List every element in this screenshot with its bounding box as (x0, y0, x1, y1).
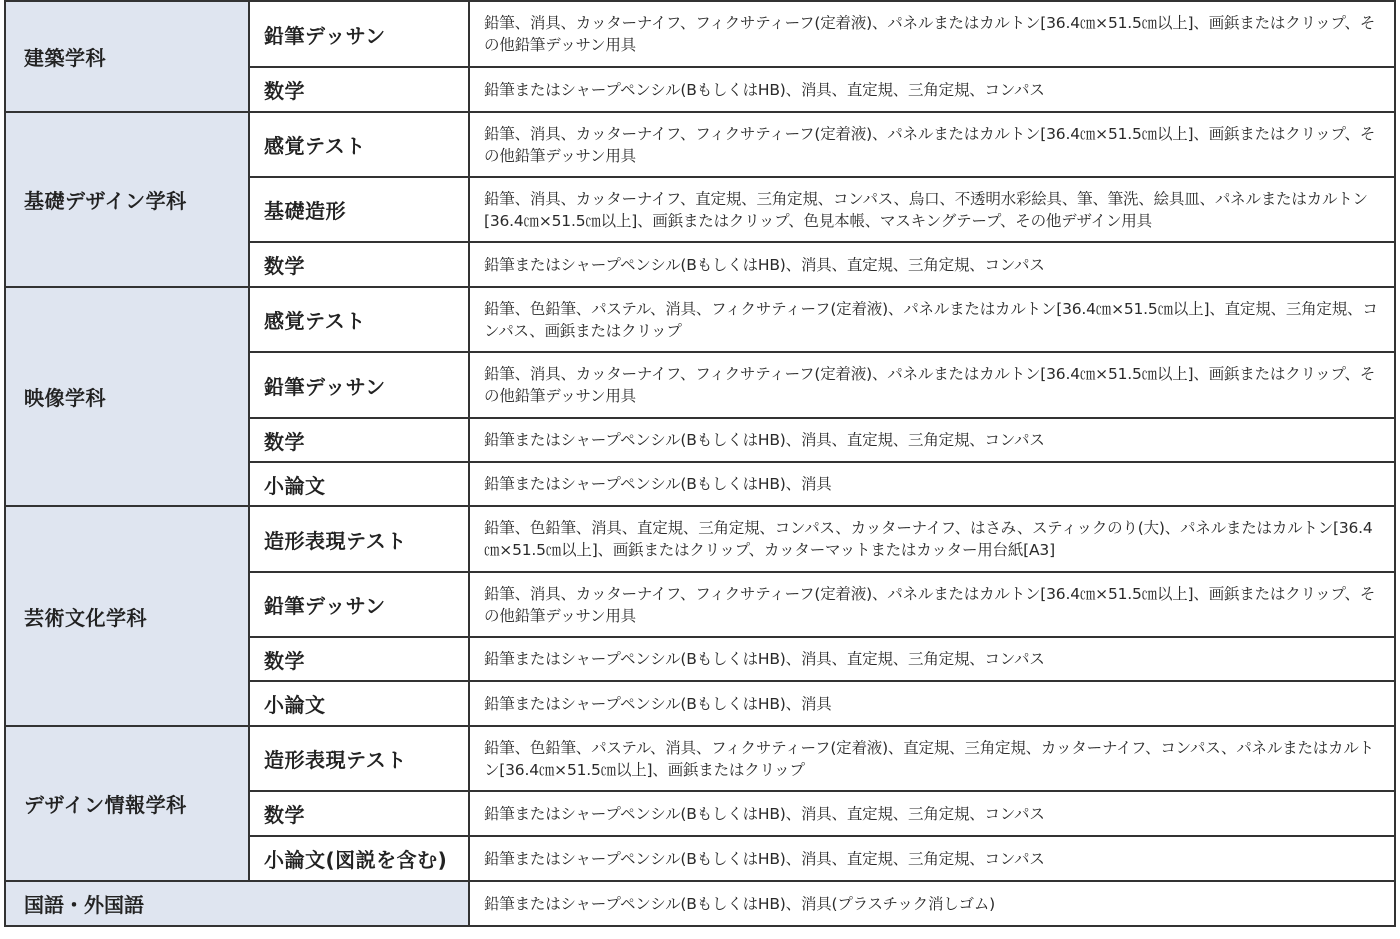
table-row (5, 112, 1395, 177)
subject-name: 数学 (249, 418, 469, 462)
required-items: 鉛筆またはシャープペンシル(BもしくはHB)、消具、直定規、三角定規、コンパス (469, 836, 1395, 881)
subject-name: 数学 (249, 791, 469, 836)
required-items: 鉛筆またはシャープペンシル(BもしくはHB)、消具、直定規、三角定規、コンパス (469, 637, 1395, 681)
required-items: 鉛筆、消具、カッターナイフ、直定規、三角定規、コンパス、烏口、不透明水彩絵具、筆、筆洗、絵具皿、パネルまたはカルトン[36.4㎝×51.5㎝以上]、画鋲またはクリップ、色見本帳、マスキングテープ、その他デザイン用具 (469, 177, 1395, 242)
subject-name: 基礎造形 (249, 177, 469, 242)
subject-name: 小論文 (249, 681, 469, 726)
required-items: 鉛筆、色鉛筆、消具、直定規、三角定規、コンパス、カッターナイフ、はさみ、スティックのり(大)、パネルまたはカルトン[36.4㎝×51.5㎝以上]、画鋲またはクリップ、カッターマットまたはカッター用台紙[A3] (469, 506, 1395, 572)
required-items: 鉛筆、色鉛筆、パステル、消具、フィクサティーフ(定着液)、パネルまたはカルトン[36.4㎝×51.5㎝以上]、直定規、三角定規、コンパス、画鋲またはクリップ (469, 287, 1395, 352)
required-items: 鉛筆、色鉛筆、パステル、消具、フィクサティーフ(定着液)、直定規、三角定規、カッターナイフ、コンパス、パネルまたはカルトン[36.4㎝×51.5㎝以上]、画鋲またはクリップ (469, 726, 1395, 791)
supplies-table (4, 0, 1396, 927)
subject-name: 数学 (249, 67, 469, 112)
subject-name: 小論文(図説を含む) (249, 836, 469, 881)
table-row (5, 506, 1395, 572)
required-items: 鉛筆またはシャープペンシル(BもしくはHB)、消具、直定規、三角定規、コンパス (469, 67, 1395, 112)
subject-name: 数学 (249, 637, 469, 681)
subject-name: 感覚テスト (249, 287, 469, 352)
table-row (5, 1, 1395, 67)
required-items: 鉛筆またはシャープペンシル(BもしくはHB)、消具 (469, 681, 1395, 726)
subject-name: 鉛筆デッサン (249, 352, 469, 418)
required-items: 鉛筆、消具、カッターナイフ、フィクサティーフ(定着液)、パネルまたはカルトン[36.4㎝×51.5㎝以上]、画鋲またはクリップ、その他鉛筆デッサン用具 (469, 112, 1395, 177)
table-row (5, 287, 1395, 352)
required-items: 鉛筆、消具、カッターナイフ、フィクサティーフ(定着液)、パネルまたはカルトン[36.4㎝×51.5㎝以上]、画鋲またはクリップ、その他鉛筆デッサン用具 (469, 572, 1395, 637)
footer-label: 国語・外国語 (5, 881, 469, 926)
department-name: デザイン情報学科 (5, 726, 249, 881)
required-items: 鉛筆、消具、カッターナイフ、フィクサティーフ(定着液)、パネルまたはカルトン[36.4㎝×51.5㎝以上]、画鋲またはクリップ、その他鉛筆デッサン用具 (469, 1, 1395, 67)
department-name: 基礎デザイン学科 (5, 112, 249, 287)
table-row (5, 881, 1395, 926)
required-items: 鉛筆またはシャープペンシル(BもしくはHB)、消具 (469, 462, 1395, 506)
required-items: 鉛筆またはシャープペンシル(BもしくはHB)、消具、直定規、三角定規、コンパス (469, 418, 1395, 462)
required-items: 鉛筆またはシャープペンシル(BもしくはHB)、消具、直定規、三角定規、コンパス (469, 242, 1395, 287)
subject-name: 感覚テスト (249, 112, 469, 177)
department-name: 芸術文化学科 (5, 506, 249, 726)
required-items: 鉛筆、消具、カッターナイフ、フィクサティーフ(定着液)、パネルまたはカルトン[36.4㎝×51.5㎝以上]、画鋲またはクリップ、その他鉛筆デッサン用具 (469, 352, 1395, 418)
subject-name: 鉛筆デッサン (249, 572, 469, 637)
subject-name: 造形表現テスト (249, 506, 469, 572)
subject-name: 小論文 (249, 462, 469, 506)
required-items: 鉛筆またはシャープペンシル(BもしくはHB)、消具、直定規、三角定規、コンパス (469, 791, 1395, 836)
required-items: 鉛筆またはシャープペンシル(BもしくはHB)、消具(プラスチック消しゴム) (469, 881, 1395, 926)
subject-name: 鉛筆デッサン (249, 1, 469, 67)
subject-name: 数学 (249, 242, 469, 287)
department-name: 建築学科 (5, 1, 249, 112)
subject-name: 造形表現テスト (249, 726, 469, 791)
department-name: 映像学科 (5, 287, 249, 506)
table-row (5, 726, 1395, 791)
